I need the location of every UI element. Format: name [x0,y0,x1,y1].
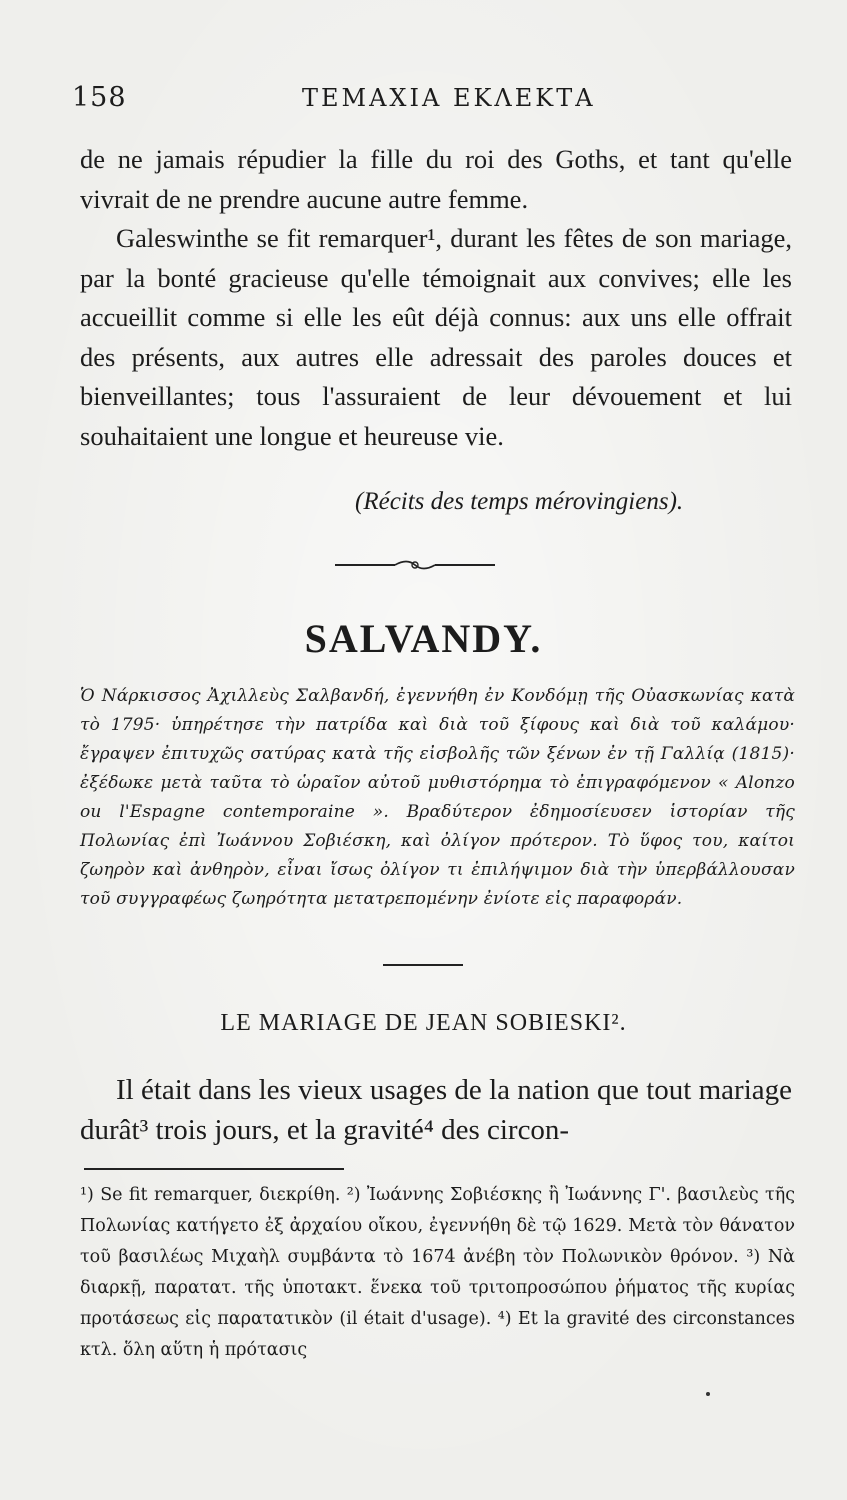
running-head: ΤΕΜΑΧΙΑ ΕΚΛΕΚΤΑ [302,84,596,112]
section-divider [383,964,463,966]
section-title: LE MARIAGE DE JEAN SOBIESKI². [220,1010,627,1036]
page-number: 158 [72,82,127,113]
excerpt-source: (Récits des temps mérovingiens). [355,488,684,515]
excerpt-text [80,140,792,456]
excerpt-paragraph-2: Galeswinthe se fit remarquer¹, durant les fêtes de son mariage, par la bonté gracieuse qu'elle témoignait aux convives; elle les accueillit comme si elle les eût déjà connus: aux uns elle offrait des présents, aux autres elle adressait des paroles douces et bienveillantes; tous l'assuraient de leur dévouement et lui souhaitaient une longue et heureuse vie. [80,223,792,451]
footnote-rule [84,1168,344,1170]
footnotes [80,1180,795,1366]
author-heading: SALVANDY. [304,616,543,661]
excerpt-paragraph-1: de ne jamais répudier la fille du roi des Goths, et tant qu'elle vivrait de ne prendre aucune autre femme. [80,144,792,214]
page-header [72,78,792,118]
footnotes-text: ¹) Se fit remarquer, διεκρίθη. ²) Ἰωάννης Σοβιέσκης ἢ Ἰωάννης Γ'. βασιλεὺς τῆς Πολωνίας κατήγετο ἐξ ἀρχαίου οἴκου, ἐγεννήθη δὲ τῷ 1629. Μετὰ τὸν θάνατον τοῦ βασιλέως Μιχαὴλ συμβάντα τὸ 1674 ἀνέβη τὸν Πολωνικὸν θρόνον. ³) Νὰ διαρκῇ, παρατατ. τῆς ὑποτακτ. ἕνεκα τοῦ τριτοπροσώπου ῥήματος τῆς κυρίας προτάσεως εἰς παρατατικὸν (il était d'usage). ⁴) Et la gravité des circonstances κτλ. ὅλη αὕτη ἡ πρότασις [80,1185,795,1360]
ornament-divider [335,555,495,575]
author-biography [80,682,795,914]
section-opening-text: Il était dans les vieux usages de la nation que tout mariage durât³ trois jours, et la gravité⁴ des circon- [80,1074,792,1146]
print-speck [706,1392,710,1396]
author-biography-text: Ὁ Νάρκισσος Ἀχιλλεὺς Σαλβανδή, ἐγεννήθη ἐν Κονδόμῃ τῆς Οὐασκωνίας κατὰ τὸ 1795· ὑπηρέτησε τὴν πατρίδα καὶ διὰ τοῦ ξίφους καὶ διὰ τοῦ καλάμου· ἔγραψεν ἐπιτυχῶς σατύρας κατὰ τῆς εἰσβολῆς τῶν ξένων ἐν τῇ Γαλλίᾳ (1815)· ἐξέδωκε μετὰ ταῦτα τὸ ὡραῖον αὐτοῦ μυθιστόρημα τὸ ἐπιγραφόμενον « Alonzo ou l'Espagne contemporaine ». Βραδύτερον ἐδημοσίευσεν ἱστορίαν τῆς Πολωνίας ἐπὶ Ἰωάννου Σοβιέσκη, καὶ ὀλίγον πρότερον. Τὸ ὕφος του, καίτοι ζωηρὸν καὶ ἀνθηρὸν, εἶναι ἴσως ὀλίγον τι ἐπιλήψιμον διὰ τὴν ὑπερβάλλουσαν τοῦ συγγραφέως ζωηρότητα μετατρεπομένην ἐνίοτε εἰς παραφοράν. [80,686,795,909]
section-opening [80,1070,792,1150]
